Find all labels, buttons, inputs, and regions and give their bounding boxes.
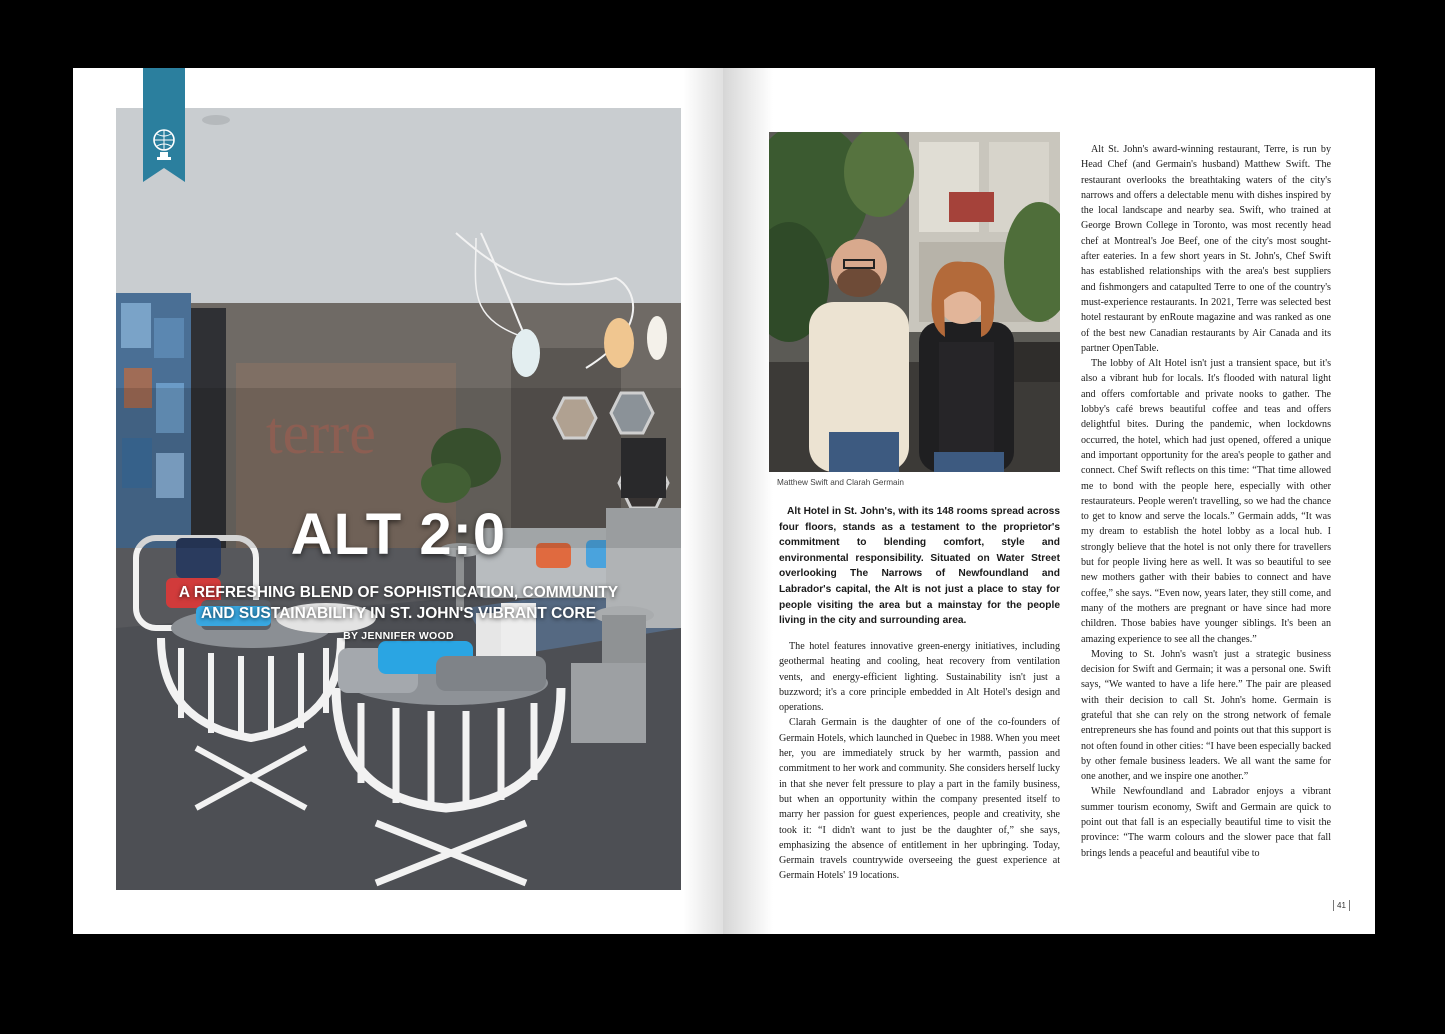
lobby-illustration [116, 108, 681, 890]
byline: BY JENNIFER WOOD [343, 630, 454, 642]
page-number: 41 [1333, 900, 1350, 911]
paragraph: The lobby of Alt Hotel isn't just a transient space, but it's also a vibrant hub for locals. It's flooded with natural light and offers comfortable and private nooks to gather. The lobby's café brews beautiful coffee and teas and offers delightful bites. During the pandemic, when lockdowns occurred, the hotel, which had just opened, offered a unique and important opportunity for the area's people to gather and connect. Chef Swift reflects on this time: “That time allowed me to bond with the people here, especially with other restaurateurs. People weren't travelling, so we had the chance to get to know and serve the locals.” Germain adds, “It was my dream to establish the hotel lobby as a local hub. I strongly believe that the hotel is not only there for travellers but for people living here as well. It was so beautiful to see new mothers gather with their babies to connect and have coffee,” she says. “Even now, years later, they still come, and many of the mothers are pregnant or have since had more children. Those babies have younger siblings. It's been an amazing experience to see all the changes.” [1081, 358, 1331, 645]
portrait-photo [769, 132, 1060, 472]
article-subtitle: A REFRESHING BLEND OF SOPHISTICATION, COMMUNITY AND SUSTAINABILITY IN ST. JOHN'S VIBRANT CORE [178, 584, 619, 622]
svg-text:terre: terre [266, 400, 376, 466]
paragraph: While Newfoundland and Labrador enjoys a vibrant summer tourism economy, Swift and Germain are quick to point out that fall is an especially beautiful time to visit the province: “The warm colours and the slower pace that fall brings lends a peaceful and beautiful vibe to [1081, 786, 1331, 859]
article-column-2 [1081, 142, 1331, 861]
hero-photo [116, 108, 681, 890]
portrait-illustration [769, 132, 1060, 472]
paragraph: Clarah Germain is the daughter of one of the co-founders of Germain Hotels, which launched in Quebec in 1988. When you meet her, you are immediately struck by her warmth, passion and commitment to her work and community. She considers herself lucky in that she never felt pressure to play a part in the family business, but when an opportunity within the company presented itself to marry her passion for guest experiences, people and creativity, she took it: “I didn't want to just be the daughter of,” she says, emphasizing the absence of entitlement in her upbringing. Today, Germain travels countrywide overseeing the guest experience at Germain Hotels' 19 locations. [779, 717, 1060, 882]
photo-caption: Matthew Swift and Clarah Germain [777, 478, 904, 487]
article-column-1 [779, 639, 1060, 884]
paragraph: Moving to St. John's wasn't just a strategic business decision for Swift and Germain; it was a personal one. Swift says, “We wanted to have a life here.” The pair are pleased with their decision to call St. John's home. Germain is grateful that she can rely on the strong network of female entrepreneurs she has found and points out that this support is not often found in other cities: “I have been especially backed by other female business leaders. We all want the same for one another, and we inspire one another.” [1081, 648, 1332, 783]
article-title: ALT 2:0 [290, 502, 507, 567]
section-ribbon [143, 68, 185, 182]
gutter-shadow [723, 68, 773, 934]
paragraph: The hotel features innovative green-energy initiatives, including geothermal heating and cooling, heat recovery from ventilation vents, and energy-efficient lighting. Sustainability isn't just a buzzword; it's a core principle embedded in Alt Hotel's design and operations. [779, 641, 1060, 714]
gutter-shadow [683, 68, 723, 934]
paragraph: Alt St. John's award-winning restaurant, Terre, is run by Head Chef (and Germain's husband) Matthew Swift. The restaurant overlooks the breathtaking waters of the city's narrows and offers a delectable menu with dishes inspired by the local landscape and nearby sea. Swift, who trained at George Brown College in Toronto, was most recently head chef at Montreal's Joe Beef, one of the city's most sought-after eateries. In a few short years in St. John's, Chef Swift has established relationships with the area's best suppliers and fishmongers and catapulted Terre to one of the country's must-experience restaurants. In 2021, Terre was selected best hotel restaurant by enRoute magazine and was ranked as one of the best new Canadian restaurants by Air Canada and its partner OpenTable. [1081, 144, 1331, 354]
article-lead: Alt Hotel in St. John's, with its 148 rooms spread across four floors, stands as a testament to the proprietor's commitment to blending comfort, style and environmental responsibility. Situated on Water Street overlooking The Narrows of Newfoundland and Labrador's capital, the Alt is not just a place to stay for people visiting the area but a mainstay for the people living in the city and surrounding area. [779, 506, 1060, 627]
